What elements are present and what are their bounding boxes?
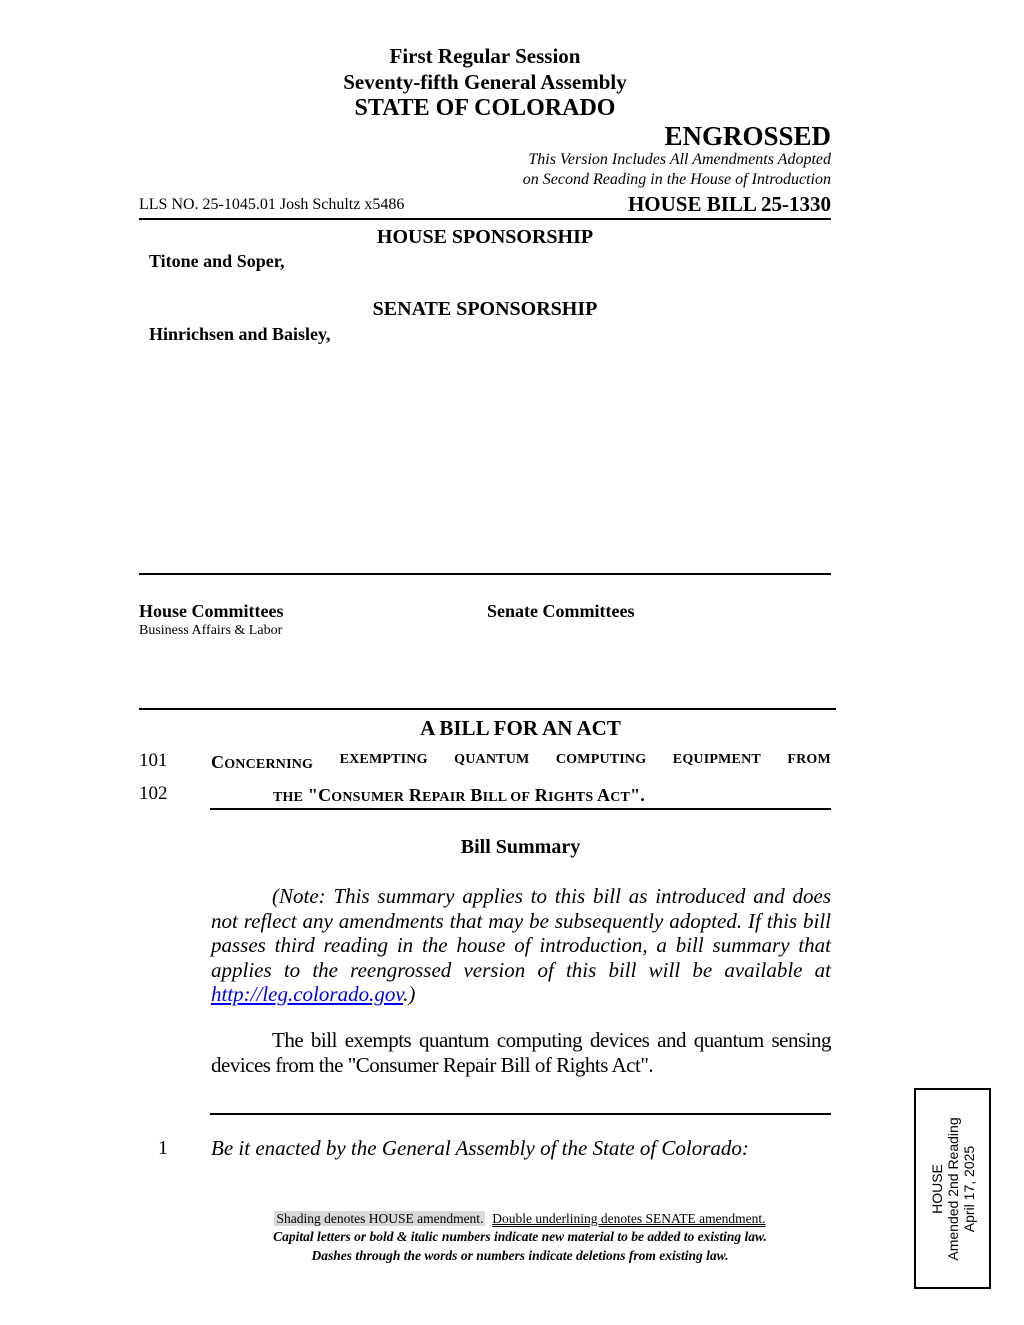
house-shading-note: Shading denotes HOUSE amendment.: [276, 1211, 484, 1226]
summary-note: [211, 884, 831, 1007]
committees-bottom-rule: [139, 708, 836, 710]
engrossed-status: ENGROSSED: [664, 121, 831, 151]
header-rule: [139, 218, 831, 220]
assembly-label: Seventy-fifth General Assembly: [343, 70, 627, 94]
senate-underline-note: Double underlining denotes SENATE amendment.: [492, 1211, 766, 1226]
session-label: First Regular Session: [389, 44, 581, 68]
leg-colorado-link[interactable]: http://leg.colorado.gov: [211, 982, 404, 1006]
senate-sponsors: Hinrichsen and Baisley,: [149, 324, 331, 344]
version-note-line1: This Version Includes All Amendments Adopted: [528, 151, 831, 168]
bill-title-line-1: CONCERNING EXEMPTING QUANTUM COMPUTING EQUIPMENT FROM: [211, 752, 831, 772]
stamp-line-2: Amended 2nd Reading: [944, 1116, 961, 1261]
house-sponsorship-heading: HOUSE SPONSORSHIP: [376, 226, 594, 248]
stamp-text: [929, 1117, 977, 1260]
title-rule: [210, 808, 831, 810]
stamp-line-1: HOUSE: [928, 1163, 945, 1214]
committees-top-rule: [139, 573, 831, 575]
state-label: STATE OF COLORADO: [354, 95, 616, 121]
title-line-number: 101: [139, 750, 168, 771]
summary-heading: Bill Summary: [460, 836, 581, 858]
senate-sponsorship-heading: SENATE SPONSORSHIP: [372, 298, 598, 320]
summary-body: The bill exempts quantum computing devices and quantum sensing devices from the "Consumer Repair Bill of Rights Act".: [211, 1028, 831, 1077]
summary-note-end: .): [403, 982, 416, 1006]
summary-note-text: (Note: This summary applies to this bill as introduced and does not reflect any amendments that may be subsequently adopted. If this bill passes third reading in the house of introduction, a bill summary that applies to the reengrossed version of this bill will be available at: [211, 884, 831, 982]
summary-rule: [210, 1113, 831, 1115]
house-amendment-stamp: [914, 1088, 991, 1289]
version-note-line2: on Second Reading in the House of Introduction: [522, 171, 831, 188]
bill-title-line-2: THE "CONSUMER REPAIR BILL OF RIGHTS ACT".: [273, 785, 646, 805]
enacting-clause: Be it enacted by the General Assembly of the State of Colorado:: [211, 1136, 749, 1160]
title-line-number: 102: [139, 783, 168, 804]
bill-number: HOUSE BILL 25-1330: [627, 192, 831, 216]
house-sponsors: Titone and Soper,: [149, 251, 285, 271]
house-committees-heading: House Committees: [139, 601, 284, 621]
bill-heading: A BILL FOR AN ACT: [420, 716, 621, 740]
capital-letters-note: Capital letters or bold & italic numbers indicate new material to be added to existing law.: [273, 1229, 767, 1244]
lls-number: LLS NO. 25-1045.01 Josh Schultz x5486: [139, 196, 405, 213]
enacting-line-number: 1: [158, 1137, 168, 1159]
senate-committees-heading: Senate Committees: [487, 601, 635, 621]
house-committees-list: Business Affairs & Labor: [139, 623, 283, 638]
stamp-line-3: April 17, 2025: [960, 1145, 977, 1232]
dashes-note: Dashes through the words or numbers indicate deletions from existing law.: [311, 1248, 729, 1263]
amendment-legend: [140, 1211, 900, 1227]
